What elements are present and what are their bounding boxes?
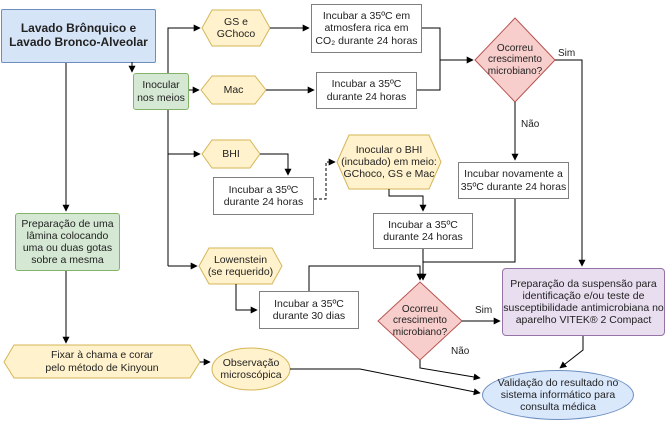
edge-lowenstein-incubar — [236, 284, 257, 310]
edge-bhi-inocular-bhi — [314, 162, 335, 199]
gs-gchoco-label: GS e GChoco — [216, 15, 256, 40]
incubar-co2-box: Incubar a 35ºC em atmosfera rica em CO₂ durante 24 horas — [311, 4, 422, 53]
edge-bhi-incubar — [260, 154, 288, 175]
edge-label-nao-2: Não — [451, 346, 470, 357]
incubar-mac-box: Incubar a 35ºC durante 24 horas — [316, 72, 417, 109]
edge-observacao-validacao — [290, 369, 480, 393]
edge-ocorreu1-sim — [555, 60, 582, 266]
inocular-bhi-label: Inocular o BHI (incubado) em meio: GChoco, GS e Mac — [341, 143, 437, 181]
edge-novamente-ocorreu2 — [423, 199, 515, 262]
edge-inocularbhi-incubar2 — [389, 189, 423, 211]
edge-suspensao-validacao — [560, 336, 583, 368]
incubar-bhi-box: Incubar a 35ºC durante 24 horas — [213, 177, 314, 215]
edge-label-sim-2: Sim — [475, 305, 493, 316]
edge-lowenstein-ocorreu2 — [309, 266, 420, 291]
fixar-label: Fixar à chama e corar pelo método de Kinyoun — [45, 349, 159, 374]
incubar-lowenstein-box: Incubar a 35ºC durante 30 dias — [259, 291, 359, 329]
incubar-novamente-box: Incubar novamente a 35ºC durante 24 horas — [458, 162, 569, 199]
edge-co2-ocorreu — [422, 28, 473, 60]
edge-label-nao-1: Não — [521, 119, 540, 130]
edge-label-sim-1: Sim — [558, 48, 576, 59]
lowenstein-label: Lowenstein (se requerido) — [207, 253, 274, 278]
bhi-label: BHI — [222, 147, 240, 160]
mac-label: Mac — [223, 83, 244, 96]
ocorreu-1-label: Ocorreu crescimento microbiano? — [487, 42, 543, 77]
inocular-node: Inocular nos meios — [133, 73, 189, 110]
edge-ocorreu2-nao — [420, 360, 480, 378]
ocorreu-2-label: Ocorreu crescimento microbiano? — [392, 303, 448, 338]
observacao-label: Observação microscópica — [220, 356, 282, 381]
edge-inocular-gs — [168, 28, 200, 73]
validacao-node: Validação do resultado no sistema informático para consulta médica — [482, 370, 634, 420]
incubar-bhi2-box: Incubar a 35ºC durante 24 horas — [373, 213, 473, 249]
preparacao-suspensao-node: Preparação da suspensão para identificação e/ou teste de susceptibilidade antimicrobiana no aparelho VITEK® 2 Compact — [502, 268, 665, 336]
edge-mac-ocorreu — [417, 60, 440, 90]
start-node: Lavado Brônquico e Lavado Bronco-Alveolar — [1, 9, 156, 63]
preparacao-lamina-node: Preparação de uma lâmina colocando uma ou duas gotas sobre a mesma — [15, 213, 120, 271]
